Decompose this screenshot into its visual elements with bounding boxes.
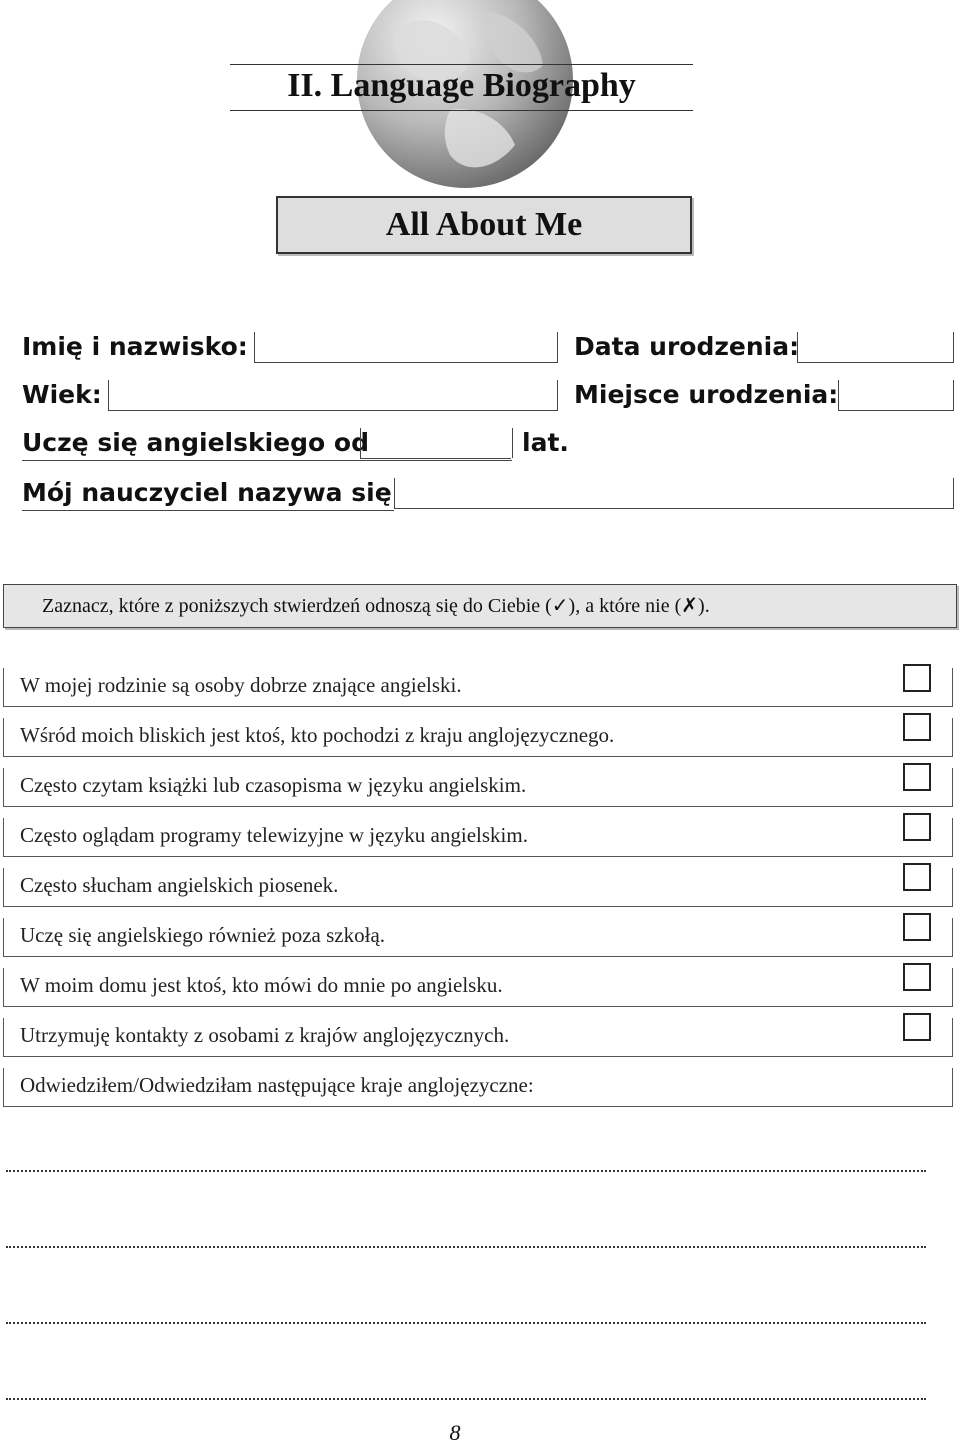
statement-text: Często słucham angielskich piosenek. (20, 873, 339, 897)
instruction-text: Zaznacz, które z poniższych stwierdzeń odnoszą się do Ciebie (✓), a które nie (✗). (42, 595, 710, 617)
learning-since-label: Uczę się angielskiego od (22, 428, 369, 457)
statement-checkbox[interactable] (903, 813, 931, 841)
statement-row (3, 768, 953, 807)
statement-checkbox[interactable] (903, 963, 931, 991)
learning-since-divider (512, 428, 513, 458)
dob-field[interactable] (797, 332, 954, 363)
page-number: 8 (449, 1420, 461, 1445)
name-field[interactable] (254, 332, 558, 363)
statement-checkbox[interactable] (903, 763, 931, 791)
statement-checkbox[interactable] (903, 863, 931, 891)
statement-text: Często oglądam programy telewizyjne w języku angielskim. (20, 823, 528, 847)
answer-line[interactable] (6, 1246, 926, 1248)
dob-label: Data urodzenia: (574, 332, 800, 361)
statement-text: Uczę się angielskiego również poza szkołą. (20, 923, 386, 947)
visited-label: Odwiedziłem/Odwiedziłam następujące kraje anglojęzyczne: (20, 1073, 534, 1097)
answer-line[interactable] (6, 1322, 926, 1324)
statement-row (3, 718, 953, 757)
age-field[interactable] (108, 380, 558, 411)
birthplace-field[interactable] (838, 380, 954, 411)
teacher-field[interactable] (394, 478, 954, 509)
instruction-bar (3, 584, 957, 628)
age-label: Wiek: (22, 380, 102, 409)
learning-since-underline (22, 460, 512, 461)
statement-row (3, 1018, 953, 1057)
statement-checkbox[interactable] (903, 913, 931, 941)
statement-row (3, 668, 953, 707)
section-title: II. Language Biography (287, 67, 636, 104)
title-rule-bottom (230, 110, 693, 111)
title-rule-top (230, 64, 693, 65)
statement-text: Wśród moich bliskich jest ktoś, kto pochodzi z kraju anglojęzycznego. (20, 723, 615, 747)
years-suffix: lat. (522, 428, 569, 457)
statement-text: Utrzymuję kontakty z osobami z krajów anglojęzycznych. (20, 1023, 510, 1047)
statement-row (3, 868, 953, 907)
statement-text: W mojej rodzinie są osoby dobrze znające angielski. (20, 673, 462, 697)
teacher-label: Mój nauczyciel nazywa się (22, 478, 392, 507)
statement-text: Często czytam książki lub czasopisma w języku angielskim. (20, 773, 527, 797)
statement-row (3, 918, 953, 957)
learning-since-field[interactable] (360, 428, 511, 459)
birthplace-label: Miejsce urodzenia: (574, 380, 839, 409)
teacher-underline (22, 510, 394, 511)
statement-checkbox[interactable] (903, 1013, 931, 1041)
answer-line[interactable] (6, 1170, 926, 1172)
all-about-me-heading: All About Me (276, 196, 692, 254)
answer-line[interactable] (6, 1398, 926, 1400)
statement-checkbox[interactable] (903, 664, 931, 692)
visited-row (3, 1068, 953, 1107)
statement-row (3, 818, 953, 857)
statement-checkbox[interactable] (903, 713, 931, 741)
statement-text: W moim domu jest ktoś, kto mówi do mnie po angielsku. (20, 973, 503, 997)
name-label: Imię i nazwisko: (22, 332, 248, 361)
statement-row (3, 968, 953, 1007)
